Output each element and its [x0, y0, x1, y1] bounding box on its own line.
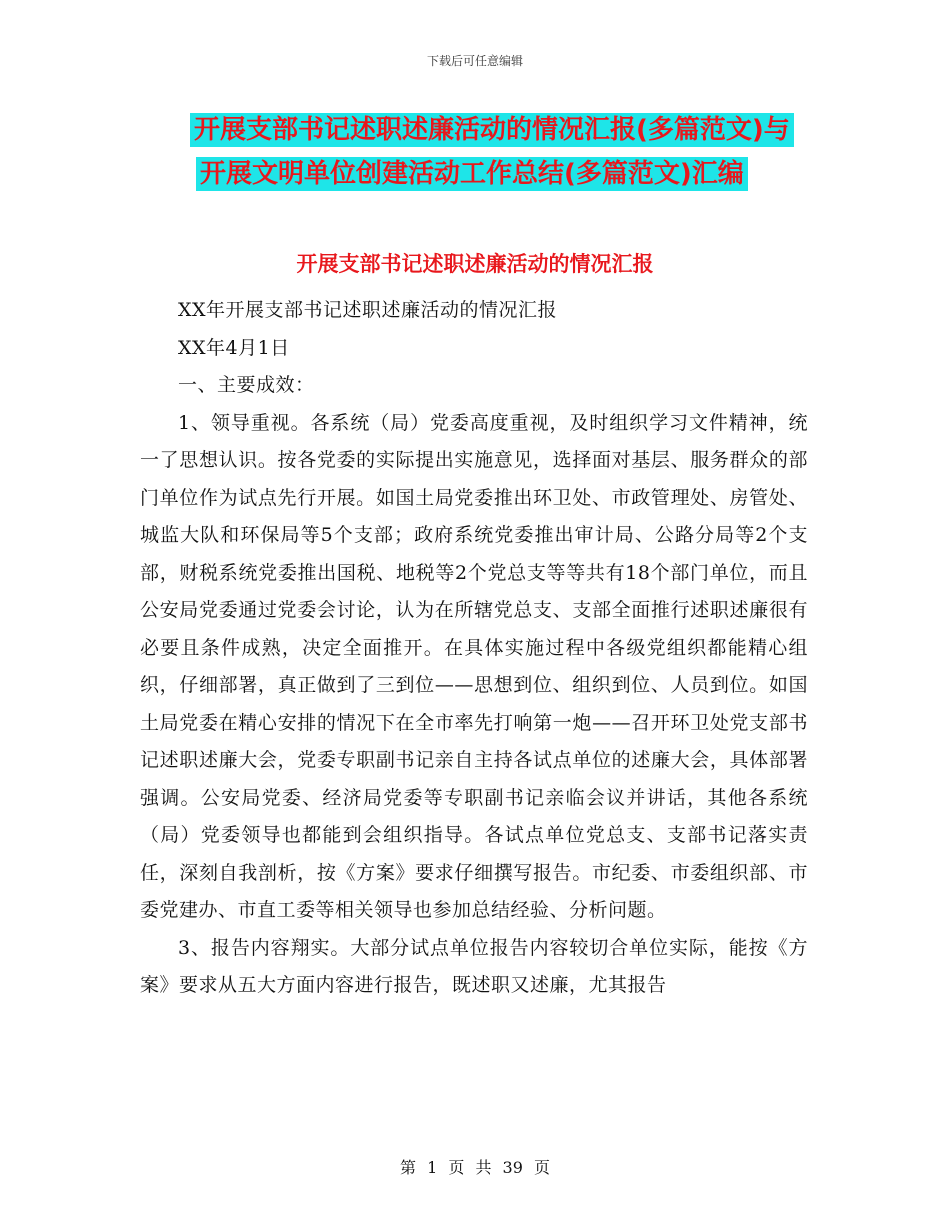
header-note: 下载后可任意编辑 — [426, 54, 523, 68]
paragraph-leadership: 1、领导重视。各系统（局）党委高度重视，及时组织学习文件精神，统一了思想认识。按各党委的实际提出实施意见，选择面对基层、服务群众的部门单位作为试点先行开展。如国土局党委推出环卫处、市政管理处、房管处、城监大队和环保局等5个支部；政府系统党委推出审计局、公路分局等2个支部，财税系统党委推出国税、地税等2个党总支等等共有18个部门单位，而且公安局党委通过党委会讨论，认为在所辖党总支、支部全面推行述职述廉很有必要且条件成熟，决定全面推开。在具体实施过程中各级党组织都能精心组织，仔细部署，真正做到了三到位——思想到位、组织到位、人员到位。如国土局党委在精心安排的情况下在全市率先打响第一炮——召开环卫处党支部书记述职述廉大会，党委专职副书记亲自主持各试点单位的述廉大会，具体部署强调。公安局党委、经济局党委等专职副书记亲临会议并讲话，其他各系统（局）党委领导也都能到会组织指导。各试点单位党总支、支部书记落实责任，深刻自我剖析，按《方案》要求仔细撰写报告。市纪委、市委组织部、市委党建办、市直工委等相关领导也参加总结经验、分析问题。 — [140, 411, 808, 921]
paragraph-report-title: XX年开展支部书记述职述廉活动的情况汇报 — [178, 299, 558, 321]
paragraph-subheading: 一、主要成效： — [178, 374, 315, 396]
section-heading: 开展支部书记述职述廉活动的情况汇报 — [296, 252, 654, 276]
paragraph-report-content: 3、报告内容翔实。大部分试点单位报告内容较切合单位实际，能按《方案》要求从五大方面内容进行报告，既述职又述廉，尤其报告 — [140, 936, 808, 996]
title-line-1-text: 开展支部书记述职述廉活动的情况汇报(多篇范文)与 — [190, 113, 794, 147]
document-title — [190, 108, 830, 196]
title-line-2-text: 开展文明单位创建活动工作总结(多篇范文)汇编 — [196, 157, 748, 191]
title-line-2 — [196, 152, 830, 196]
body-text — [140, 292, 808, 1005]
title-line-1 — [190, 108, 830, 152]
page-number: 第 1 页 共 39 页 — [400, 1158, 550, 1177]
paragraph-date: XX年4月1日 — [178, 336, 290, 359]
